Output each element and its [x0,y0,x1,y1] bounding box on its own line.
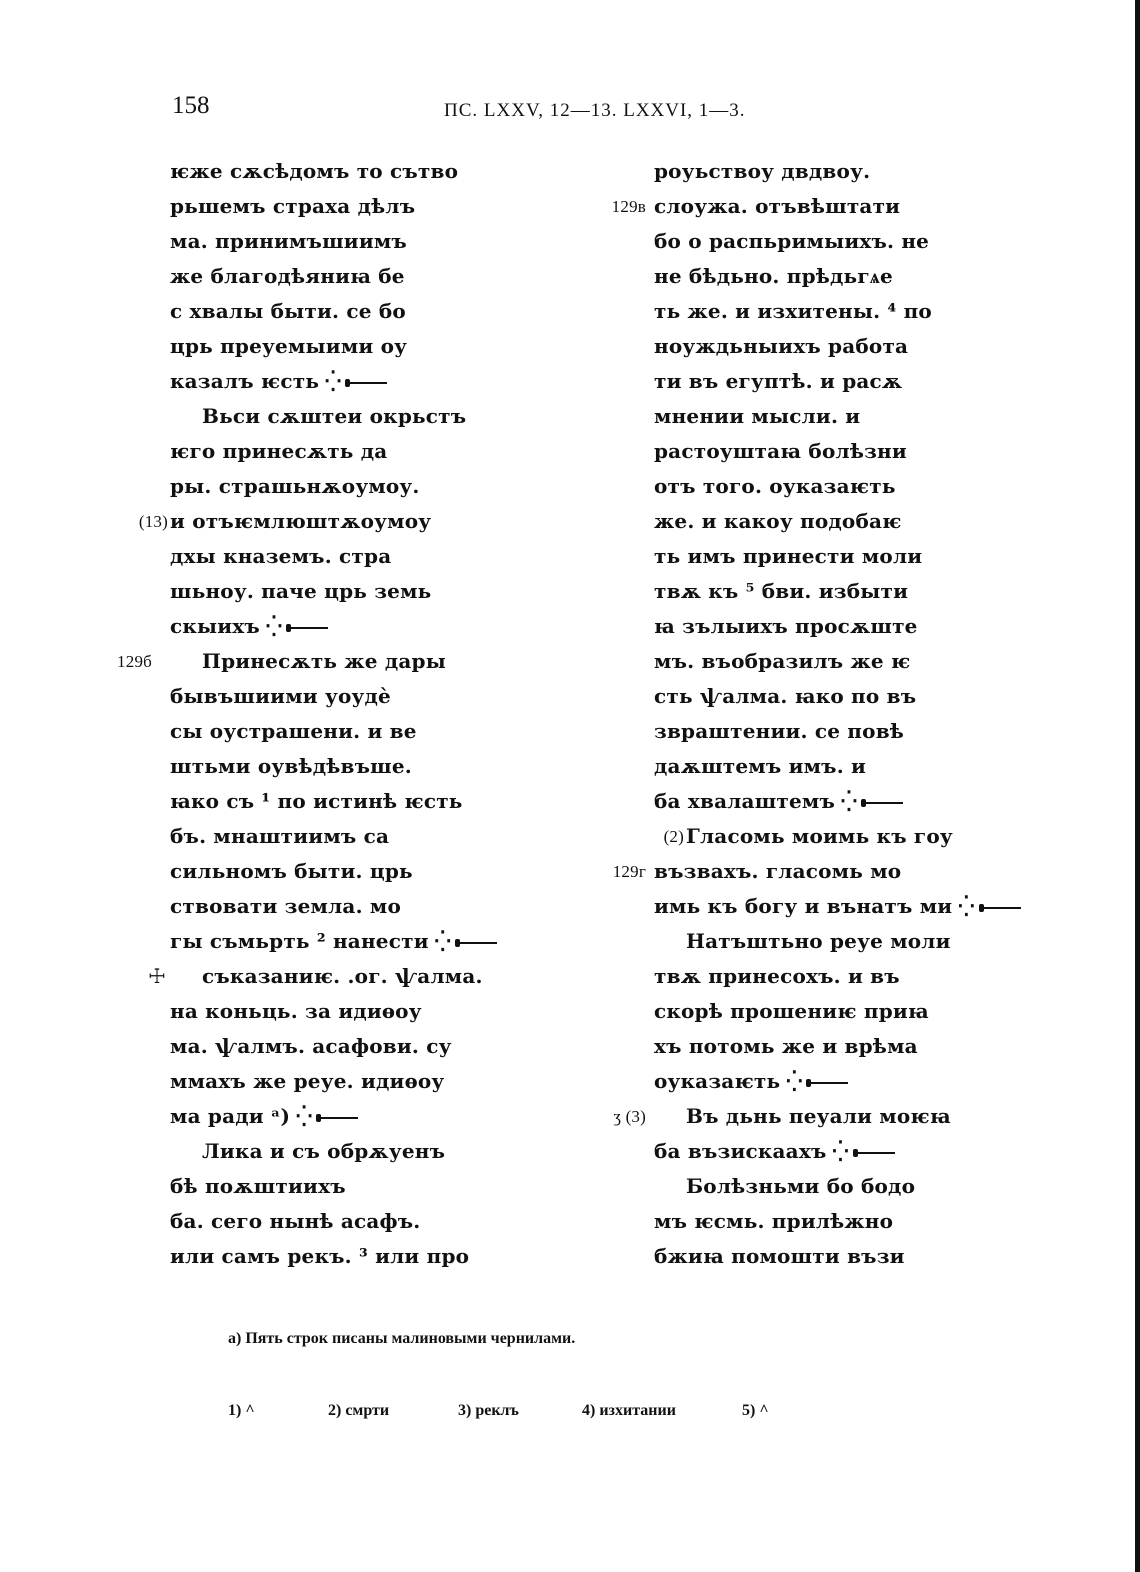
right-column-line [654,574,1014,609]
line-text: же. и какоу подобаѥ [654,509,902,533]
left-column-line [148,959,510,994]
line-text: или самъ рекъ. ³ или про [170,1244,470,1268]
line-text: сильномъ быти. црь [170,859,413,883]
line-text: Принесѫть же дары [202,649,446,673]
right-column-line [654,539,1014,574]
end-of-verse-mark: ⁛ [325,369,342,393]
line-text: слоужа. отъвѣштати [654,194,901,218]
footnote-a: а) Пять строк писаны малиновыми чернилами. [228,1330,576,1347]
line-text: ствовати земла. мо [170,894,402,918]
variant-5 [742,1402,769,1420]
page-edge [1135,0,1140,1572]
left-column-line [138,504,510,539]
verse-end-dash [981,907,1021,909]
end-of-verse-mark: ⁛ [434,929,451,953]
line-text: мъ ѥсмь. прилѣжно [654,1209,894,1233]
line-text: и отъѥмлюштѫоумоу [170,509,432,533]
line-text: отъ того. оуказаѥть [654,474,896,498]
line-text: оуказаѥть [654,1069,781,1093]
line-text: мнении мысли. и [654,404,861,428]
right-column-line [654,504,1014,539]
margin-reference: (2) [663,827,684,846]
line-text: Гласомь моимь къ гоу [686,824,953,848]
line-text: имь къ богу и вънатъ ми [654,894,953,918]
left-column-line [170,1029,510,1064]
variant-text: ^ [759,1402,769,1419]
variant-number: 3) [458,1402,472,1419]
right-column-line [654,819,1014,854]
page-number: 158 [172,92,210,119]
margin-reference: 129г [612,862,646,881]
line-text: твѫ принесохъ. и въ [654,964,900,988]
right-column-line [654,784,1014,819]
line-text: Болѣзньми бо бодо [686,1174,916,1198]
line-text: ма. принимъшиимъ [170,229,407,253]
line-text: Лика и съ обрѫуенъ [202,1139,446,1163]
line-text: не бѣдьно. прѣдьгѧе [654,264,893,288]
left-column-line [170,1169,510,1204]
left-column-line [170,154,510,189]
margin-reference: ʒ (3) [613,1107,646,1126]
right-column-line [611,189,1014,224]
left-column-line [170,1204,510,1239]
line-text: даѫштемъ имъ. и [654,754,867,778]
line-text: роуьствоу двдвоу. [654,159,871,183]
left-column-line [170,609,510,644]
left-column-line [170,329,510,364]
line-text: скыихъ [170,614,260,638]
left-column-line [170,1064,510,1099]
line-text: дхы кназемъ. стра [170,544,392,568]
right-column-line [654,959,1014,994]
left-column-line [170,259,510,294]
left-column-line [170,574,510,609]
right-column-line [654,749,1014,784]
right-column-line [654,924,1014,959]
line-text: ѥже сѫсѣдомъ то сътво [170,159,459,183]
right-column-line [654,609,1014,644]
variant-1 [228,1402,255,1420]
verse-end-dash [808,1082,848,1084]
line-text: бывъшиими уоудѐ [170,684,391,708]
verse-end-dash [347,382,387,384]
end-of-verse-mark: ⁛ [265,614,283,638]
line-text: хъ потомь же и врѣма [654,1034,918,1058]
line-text: рьшемъ страха дѣлъ [170,194,416,218]
left-column-line [170,1134,510,1169]
right-column-line [654,714,1014,749]
line-text: штьми оувѣдѣвъше. [170,754,412,778]
left-column-line [170,434,510,469]
variant-text: смрти [345,1402,390,1419]
verse-end-dash [318,1117,358,1119]
left-column-line [170,1099,510,1134]
right-column-line [654,1239,1014,1274]
left-column-line [170,1239,510,1274]
right-column-line [654,224,1014,259]
line-text: съказаниѥ. .ог. ѱалма. [202,964,483,988]
line-text: сть ѱалма. ꙗко по въ [654,684,917,708]
line-text: ѥго принесѫть да [170,439,388,463]
margin-reference: (13) [138,512,168,531]
line-text: растоуштаꙗ болѣзни [654,439,907,463]
right-column-line [654,679,1014,714]
line-text: шьноу. паче црь земь [170,579,432,603]
right-column-line [654,1134,1014,1169]
line-text: възвахъ. гласомь мо [654,859,902,883]
right-column-line [612,854,1014,889]
cross-mark: ☩ [148,964,167,988]
right-column-line [654,1204,1014,1239]
variant-number: 4) [582,1402,596,1419]
end-of-verse-mark: ⁛ [296,1104,313,1128]
right-column [611,154,1014,1274]
left-column-line [170,294,510,329]
line-text: бъ. мнаштиимъ са [170,824,390,848]
line-text: звраштении. се повѣ [654,719,905,743]
left-column-line [170,469,510,504]
end-of-verse-mark: ⁛ [958,894,975,918]
end-of-verse-mark: ⁛ [832,1139,849,1163]
left-column-line [170,399,510,434]
line-text: црь преуемыими оу [170,334,408,358]
left-column-line [170,189,510,224]
right-column-line [654,294,1014,329]
variant-text: реклъ [475,1402,519,1419]
line-text: на коньць. за идиѳоу [170,999,422,1023]
variant-3 [458,1402,519,1420]
left-column-line [170,854,510,889]
variant-number: 1) [228,1402,242,1419]
line-text: Вьси сѫштеи окрьстъ [202,404,467,428]
variant-number: 5) [742,1402,756,1419]
right-column-line [654,1169,1014,1204]
variant-number: 2) [328,1402,342,1419]
line-text: ꙗ зълыихъ просѫште [654,614,918,638]
line-text: бжиꙗ помошти възи [654,1244,905,1268]
right-column-line [654,889,1014,924]
verse-end-dash [457,942,497,944]
line-text: ба възискаахъ [654,1139,827,1163]
right-column-line [654,1029,1014,1064]
left-column-line [170,784,510,819]
line-text: ма ради ᵃ) [170,1104,291,1128]
verse-end-dash [855,1152,895,1154]
left-column-line [170,679,510,714]
line-text: ꙗко съ ¹ по истинѣ ѥсть [170,789,463,813]
variant-text: изхитании [599,1402,676,1419]
left-column-line [170,924,510,959]
right-column-line [654,994,1014,1029]
variant-text: ^ [245,1402,255,1419]
right-column-line [654,434,1014,469]
right-column-line [654,259,1014,294]
right-column-line [654,644,1014,679]
left-column-line [170,819,510,854]
right-column-line [613,1099,1014,1134]
line-text: Натъштьно реуе моли [686,929,951,953]
line-text: Въ дьнь пеуали моѥꙗ [686,1104,951,1128]
end-of-verse-mark: ⁛ [841,789,858,813]
line-text: же благодѣяниꙗ бе [170,264,405,288]
line-text: с хвалы быти. се бо [170,299,406,323]
left-column [117,154,510,1274]
line-text: скорѣ прошениѥ приꙗ [654,999,929,1023]
line-text: ба. сего нынѣ асафъ. [170,1209,421,1233]
verse-end-dash [863,802,903,804]
right-column-line [654,154,1014,189]
variant-4 [582,1402,676,1420]
left-column-line [170,994,510,1029]
line-text: ти въ егуптѣ. и расѫ [654,369,903,393]
margin-reference: 129б [117,652,152,671]
line-text: ры. страшьнѫоумоу. [170,474,420,498]
line-text: ть же. и изхитены. ⁴ по [654,299,932,323]
left-column-line [170,224,510,259]
margin-reference: 129в [611,197,646,216]
line-text: ба хвалаштемъ [654,789,836,813]
right-column-line [654,364,1014,399]
left-column-line [117,644,510,679]
left-column-line [170,749,510,784]
right-column-line [654,469,1014,504]
line-text: гы съмьрть ² нанести [170,929,429,953]
end-of-verse-mark: ⁛ [786,1069,803,1093]
line-text: бо о распьримыихъ. не [654,229,930,253]
right-column-line [654,1064,1014,1099]
left-column-line [170,364,510,399]
left-column-line [170,889,510,924]
line-text: ма. ѱалмъ. асафови. су [170,1034,452,1058]
line-text: сы оустрашени. и ве [170,719,417,743]
line-text: твѫ къ ⁵ бви. избыти [654,579,909,603]
line-text: ть имъ принести моли [654,544,923,568]
line-text: ммахъ же реуе. идиѳоу [170,1069,445,1093]
left-column-line [170,714,510,749]
verse-end-dash [288,627,328,629]
running-head: ПС. LXXV, 12—13. LXXVI, 1—3. [444,100,746,121]
line-text: мъ. въобразилъ же ѥ [654,649,911,673]
right-column-line [654,399,1014,434]
right-column-line [654,329,1014,364]
line-text: казалъ ѥсть [170,369,320,393]
variant-2 [328,1402,389,1420]
line-text: бѣ поѫштиихъ [170,1174,346,1198]
line-text: ноуждьныихъ работа [654,334,909,358]
left-column-line [170,539,510,574]
